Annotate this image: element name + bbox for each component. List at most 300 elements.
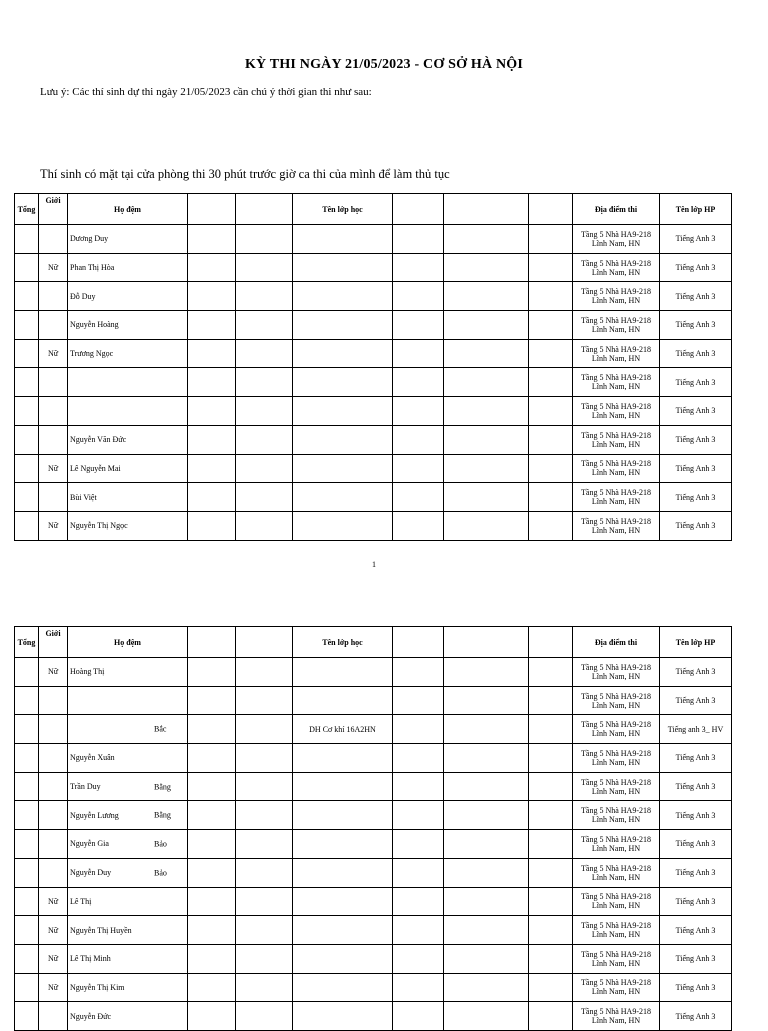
cell-blank <box>529 858 573 887</box>
location-line2: Lĩnh Nam, HN <box>591 497 641 507</box>
location-line2: Lĩnh Nam, HN <box>591 700 641 710</box>
cell-blank <box>236 425 293 454</box>
cell-tong <box>15 511 39 540</box>
cell-ho-dem <box>68 944 188 973</box>
cell-blank <box>529 658 573 687</box>
exam-instruction: Thí sinh có mặt tại cửa phòng thi 30 phút trước giờ ca thi của mình để làm thủ tục <box>40 167 450 181</box>
ho-dem-text: Bùi Việt <box>70 492 97 502</box>
cell-ten-lop-hoc <box>293 225 393 254</box>
location-line1: Tầng 5 Nhà HA9-218 <box>581 373 651 383</box>
cell-blank <box>444 772 529 801</box>
table-row <box>15 1002 732 1031</box>
cell-dia-diem-thi <box>573 425 660 454</box>
cell-ten-lop-hp: Tiếng Anh 3 <box>660 425 732 454</box>
location-line1: Tầng 5 Nhà HA9-218 <box>581 488 651 498</box>
cell-ten-lop-hoc <box>293 483 393 512</box>
cell-ten-lop-hoc <box>293 944 393 973</box>
cell-dia-diem-thi <box>573 483 660 512</box>
ho-dem-text: Nguyễn Đức <box>70 1011 111 1021</box>
cell-tong <box>15 887 39 916</box>
cell-blank <box>236 253 293 282</box>
cell-blank <box>529 944 573 973</box>
cell-ten-lop-hp: Tiếng Anh 3 <box>660 772 732 801</box>
cell-ten-lop-hp: Tiếng Anh 3 <box>660 225 732 254</box>
location-line1: Tầng 5 Nhà HA9-218 <box>581 401 651 411</box>
cell-gioi <box>39 801 68 830</box>
location-line2: Lĩnh Nam, HN <box>591 525 641 535</box>
cell-ten-lop-hoc <box>293 686 393 715</box>
cell-ten-lop-hoc <box>293 916 393 945</box>
cell-dia-diem-thi <box>573 830 660 859</box>
location-line1: Tầng 5 Nhà HA9-218 <box>581 1007 651 1017</box>
ten-text: Bắc <box>154 724 167 734</box>
cell-ho-dem <box>68 658 188 687</box>
exam-note: Lưu ý: Các thí sinh dự thi ngày 21/05/2023 cần chú ý thời gian thi như sau: <box>40 86 372 98</box>
location-line2: Lĩnh Nam, HN <box>591 296 641 306</box>
header-gioi: Giới <box>39 627 68 658</box>
location-line1: Tầng 5 Nhà HA9-218 <box>581 516 651 526</box>
cell-ho-dem <box>68 686 188 715</box>
table-row <box>15 744 732 773</box>
cell-ten-lop-hp: Tiếng Anh 3 <box>660 801 732 830</box>
cell-blank <box>529 454 573 483</box>
location-line1: Tầng 5 Nhà HA9-218 <box>581 662 651 672</box>
cell-blank <box>393 658 444 687</box>
cell-blank <box>444 225 529 254</box>
header-tong: Tổng <box>15 627 39 658</box>
cell-tong <box>15 311 39 340</box>
cell-blank <box>529 744 573 773</box>
location-line1: Tầng 5 Nhà HA9-218 <box>581 691 651 701</box>
ten-text: Bảo <box>154 839 167 849</box>
cell-blank <box>393 339 444 368</box>
cell-dia-diem-thi <box>573 368 660 397</box>
cell-blank <box>393 454 444 483</box>
cell-blank <box>236 397 293 426</box>
location-line2: Lĩnh Nam, HN <box>591 930 641 940</box>
cell-blank <box>188 801 236 830</box>
cell-blank <box>529 397 573 426</box>
cell-blank <box>444 425 529 454</box>
ho-dem-text: Nguyễn Hoàng <box>70 320 119 330</box>
cell-tong <box>15 772 39 801</box>
table-row <box>15 454 732 483</box>
cell-gioi <box>39 397 68 426</box>
cell-blank <box>393 830 444 859</box>
cell-blank <box>236 715 293 744</box>
location-line1: Tầng 5 Nhà HA9-218 <box>581 315 651 325</box>
header-dia-diem-thi: Địa điểm thi <box>573 194 660 225</box>
table-header-row <box>15 627 732 658</box>
header-blank <box>529 194 573 225</box>
cell-ten-lop-hoc <box>293 311 393 340</box>
cell-blank <box>188 715 236 744</box>
cell-blank <box>529 282 573 311</box>
cell-tong <box>15 425 39 454</box>
location-line1: Tầng 5 Nhà HA9-218 <box>581 720 651 730</box>
cell-tong <box>15 397 39 426</box>
cell-blank <box>393 686 444 715</box>
cell-ten-lop-hp: Tiếng Anh 3 <box>660 916 732 945</box>
location-line2: Lĩnh Nam, HN <box>591 238 641 248</box>
cell-blank <box>444 483 529 512</box>
table-row <box>15 397 732 426</box>
location-line1: Tầng 5 Nhà HA9-218 <box>581 229 651 239</box>
cell-blank <box>529 425 573 454</box>
cell-blank <box>393 425 444 454</box>
ho-dem-text: Nguyễn Thị Huyền <box>70 925 132 935</box>
table-row <box>15 887 732 916</box>
cell-blank <box>529 483 573 512</box>
cell-ho-dem <box>68 368 188 397</box>
location-line2: Lĩnh Nam, HN <box>591 1016 641 1026</box>
cell-ho-dem <box>68 511 188 540</box>
location-line1: Tầng 5 Nhà HA9-218 <box>581 949 651 959</box>
cell-dia-diem-thi <box>573 282 660 311</box>
cell-blank <box>188 830 236 859</box>
cell-ho-dem <box>68 253 188 282</box>
cell-blank <box>444 658 529 687</box>
cell-ho-dem <box>68 425 188 454</box>
page-number: 1 <box>372 560 376 569</box>
cell-blank <box>444 1002 529 1031</box>
cell-tong <box>15 454 39 483</box>
location-line1: Tầng 5 Nhà HA9-218 <box>581 748 651 758</box>
cell-tong <box>15 368 39 397</box>
cell-blank <box>236 916 293 945</box>
cell-gioi <box>39 282 68 311</box>
cell-blank <box>236 772 293 801</box>
cell-dia-diem-thi <box>573 772 660 801</box>
cell-ho-dem <box>68 916 188 945</box>
cell-gioi: Nữ <box>39 454 68 483</box>
header-blank <box>236 194 293 225</box>
header-ho-dem: Họ đệm <box>68 627 188 658</box>
cell-blank <box>529 511 573 540</box>
cell-blank <box>529 368 573 397</box>
cell-tong <box>15 253 39 282</box>
cell-ten-lop-hp: Tiếng Anh 3 <box>660 1002 732 1031</box>
cell-gioi: Nữ <box>39 339 68 368</box>
table-row <box>15 686 732 715</box>
cell-blank <box>529 311 573 340</box>
cell-ten-lop-hoc <box>293 744 393 773</box>
cell-blank <box>444 944 529 973</box>
cell-ten-lop-hoc <box>293 339 393 368</box>
location-line2: Lĩnh Nam, HN <box>591 671 641 681</box>
cell-blank <box>393 973 444 1002</box>
cell-gioi: Nữ <box>39 916 68 945</box>
cell-ten-lop-hoc <box>293 1002 393 1031</box>
cell-gioi <box>39 1002 68 1031</box>
cell-dia-diem-thi <box>573 887 660 916</box>
header-ho-dem: Họ đệm <box>68 194 188 225</box>
location-line1: Tầng 5 Nhà HA9-218 <box>581 430 651 440</box>
cell-gioi: Nữ <box>39 887 68 916</box>
cell-blank <box>444 744 529 773</box>
cell-blank <box>444 686 529 715</box>
cell-blank <box>444 511 529 540</box>
cell-tong <box>15 282 39 311</box>
table-header-row <box>15 194 732 225</box>
cell-blank <box>188 483 236 512</box>
ho-dem-text: Lê Thị Minh <box>70 954 111 964</box>
cell-ten-lop-hp: Tiếng Anh 3 <box>660 511 732 540</box>
cell-ten-lop-hp: Tiếng Anh 3 <box>660 858 732 887</box>
cell-ten-lop-hp: Tiếng Anh 3 <box>660 282 732 311</box>
cell-blank <box>188 658 236 687</box>
cell-blank <box>236 858 293 887</box>
location-line1: Tầng 5 Nhà HA9-218 <box>581 834 651 844</box>
cell-ho-dem <box>68 339 188 368</box>
cell-gioi <box>39 858 68 887</box>
cell-ten-lop-hp: Tiếng Anh 3 <box>660 483 732 512</box>
cell-ho-dem <box>68 311 188 340</box>
cell-ten-lop-hp: Tiếng Anh 3 <box>660 658 732 687</box>
cell-dia-diem-thi <box>573 744 660 773</box>
cell-dia-diem-thi <box>573 311 660 340</box>
cell-blank <box>236 339 293 368</box>
cell-dia-diem-thi <box>573 339 660 368</box>
ho-dem-text: Nguyễn Xuân <box>70 753 115 763</box>
cell-ten-lop-hoc <box>293 397 393 426</box>
cell-dia-diem-thi <box>573 916 660 945</box>
header-ten-lop-hoc: Tên lớp học <box>293 194 393 225</box>
table-row <box>15 715 732 744</box>
cell-blank <box>529 253 573 282</box>
table-row <box>15 225 732 254</box>
cell-blank <box>444 916 529 945</box>
cell-blank <box>444 253 529 282</box>
cell-blank <box>393 858 444 887</box>
table-row <box>15 658 732 687</box>
cell-blank <box>236 744 293 773</box>
cell-ten-lop-hp: Tiếng Anh 3 <box>660 944 732 973</box>
cell-blank <box>393 368 444 397</box>
cell-ten-lop-hp: Tiếng Anh 3 <box>660 744 732 773</box>
cell-blank <box>393 397 444 426</box>
table-row <box>15 311 732 340</box>
cell-ho-dem <box>68 801 188 830</box>
cell-ten-lop-hp: Tiếng Anh 3 <box>660 686 732 715</box>
cell-blank <box>188 311 236 340</box>
cell-blank <box>393 1002 444 1031</box>
cell-blank <box>236 368 293 397</box>
table-row <box>15 944 732 973</box>
cell-dia-diem-thi <box>573 454 660 483</box>
ho-dem-text: Trương Ngọc <box>70 349 114 359</box>
cell-ho-dem <box>68 282 188 311</box>
cell-blank <box>393 772 444 801</box>
cell-tong <box>15 944 39 973</box>
cell-ten-lop-hoc <box>293 511 393 540</box>
cell-gioi <box>39 715 68 744</box>
header-ten-lop-hp: Tên lớp HP <box>660 194 732 225</box>
cell-ten-lop-hoc <box>293 973 393 1002</box>
table-row <box>15 282 732 311</box>
location-line2: Lĩnh Nam, HN <box>591 815 641 825</box>
cell-blank <box>529 715 573 744</box>
cell-blank <box>188 253 236 282</box>
cell-blank <box>188 511 236 540</box>
cell-dia-diem-thi <box>573 715 660 744</box>
ho-dem-text: Hoàng Thị <box>70 667 105 677</box>
cell-gioi <box>39 830 68 859</box>
cell-blank <box>236 973 293 1002</box>
cell-blank <box>444 368 529 397</box>
cell-ten-lop-hoc <box>293 425 393 454</box>
cell-ho-dem <box>68 483 188 512</box>
ho-dem-text: Dương Duy <box>70 234 109 244</box>
cell-gioi: Nữ <box>39 253 68 282</box>
table-row <box>15 253 732 282</box>
location-line2: Lĩnh Nam, HN <box>591 382 641 392</box>
location-line1: Tầng 5 Nhà HA9-218 <box>581 806 651 816</box>
header-blank <box>236 627 293 658</box>
header-ten-lop-hp: Tên lớp HP <box>660 627 732 658</box>
ho-dem-text: Nguyễn Thị Ngọc <box>70 521 128 531</box>
cell-ten-lop-hoc: DH Cơ khí 16A2HN <box>293 715 393 744</box>
cell-blank <box>444 801 529 830</box>
cell-blank <box>393 801 444 830</box>
header-dia-diem-thi: Địa điểm thi <box>573 627 660 658</box>
table-row <box>15 801 732 830</box>
cell-blank <box>188 887 236 916</box>
cell-blank <box>393 483 444 512</box>
header-blank <box>188 194 236 225</box>
location-line2: Lĩnh Nam, HN <box>591 987 641 997</box>
cell-gioi <box>39 772 68 801</box>
cell-blank <box>393 253 444 282</box>
ten-text: Bảo <box>154 868 167 878</box>
cell-blank <box>393 944 444 973</box>
cell-blank <box>444 973 529 1002</box>
location-line2: Lĩnh Nam, HN <box>591 439 641 449</box>
header-blank <box>444 194 529 225</box>
ho-dem-text: Trần Duy <box>70 782 101 792</box>
cell-ten-lop-hoc <box>293 772 393 801</box>
document-title: KỲ THI NGÀY 21/05/2023 - CƠ SỞ HÀ NỘI <box>244 57 524 72</box>
cell-blank <box>529 801 573 830</box>
location-line2: Lĩnh Nam, HN <box>591 729 641 739</box>
location-line2: Lĩnh Nam, HN <box>591 901 641 911</box>
cell-gioi <box>39 425 68 454</box>
cell-blank <box>188 973 236 1002</box>
cell-tong <box>15 483 39 512</box>
cell-ten-lop-hoc <box>293 887 393 916</box>
cell-ten-lop-hp: Tiếng Anh 3 <box>660 973 732 1002</box>
cell-tong <box>15 744 39 773</box>
cell-blank <box>188 686 236 715</box>
cell-dia-diem-thi <box>573 858 660 887</box>
cell-blank <box>393 744 444 773</box>
cell-dia-diem-thi <box>573 511 660 540</box>
cell-gioi <box>39 368 68 397</box>
cell-ten-lop-hoc <box>293 801 393 830</box>
table-row <box>15 772 732 801</box>
location-line1: Tầng 5 Nhà HA9-218 <box>581 978 651 988</box>
cell-tong <box>15 339 39 368</box>
cell-gioi <box>39 686 68 715</box>
cell-blank <box>188 858 236 887</box>
location-line2: Lĩnh Nam, HN <box>591 353 641 363</box>
cell-blank <box>529 772 573 801</box>
cell-tong <box>15 1002 39 1031</box>
cell-ten-lop-hoc <box>293 658 393 687</box>
cell-blank <box>188 397 236 426</box>
cell-blank <box>236 658 293 687</box>
table-row <box>15 339 732 368</box>
cell-blank <box>529 225 573 254</box>
cell-tong <box>15 801 39 830</box>
cell-blank <box>236 830 293 859</box>
cell-ten-lop-hp: Tiếng Anh 3 <box>660 311 732 340</box>
cell-ho-dem <box>68 744 188 773</box>
cell-blank <box>444 887 529 916</box>
table-row <box>15 368 732 397</box>
cell-tong <box>15 686 39 715</box>
table-row <box>15 858 732 887</box>
cell-ten-lop-hoc <box>293 830 393 859</box>
ho-dem-text: Nguyễn Gia <box>70 839 109 849</box>
cell-blank <box>236 1002 293 1031</box>
cell-dia-diem-thi <box>573 658 660 687</box>
header-tong: Tổng <box>15 194 39 225</box>
cell-tong <box>15 225 39 254</box>
cell-ho-dem <box>68 830 188 859</box>
cell-blank <box>236 944 293 973</box>
location-line1: Tầng 5 Nhà HA9-218 <box>581 777 651 787</box>
cell-blank <box>444 282 529 311</box>
cell-blank <box>188 772 236 801</box>
cell-tong <box>15 858 39 887</box>
cell-blank <box>393 282 444 311</box>
cell-dia-diem-thi <box>573 801 660 830</box>
cell-blank <box>188 916 236 945</box>
cell-dia-diem-thi <box>573 397 660 426</box>
header-blank <box>529 627 573 658</box>
ho-dem-text: Nguyễn Văn Đức <box>70 435 127 445</box>
cell-ten-lop-hp: Tiếng anh 3_ HV <box>660 715 732 744</box>
cell-ten-lop-hp: Tiếng Anh 3 <box>660 397 732 426</box>
cell-gioi: Nữ <box>39 658 68 687</box>
cell-ten-lop-hp: Tiếng Anh 3 <box>660 887 732 916</box>
header-blank <box>188 627 236 658</box>
location-line2: Lĩnh Nam, HN <box>591 843 641 853</box>
cell-ten-lop-hp: Tiếng Anh 3 <box>660 253 732 282</box>
location-line1: Tầng 5 Nhà HA9-218 <box>581 344 651 354</box>
cell-blank <box>529 339 573 368</box>
table-row <box>15 425 732 454</box>
cell-ten-lop-hoc <box>293 454 393 483</box>
cell-blank <box>444 397 529 426</box>
exam-table-page1 <box>14 193 732 541</box>
location-line1: Tầng 5 Nhà HA9-218 <box>581 258 651 268</box>
location-line2: Lĩnh Nam, HN <box>591 324 641 334</box>
table-row <box>15 830 732 859</box>
cell-blank <box>444 311 529 340</box>
table-row <box>15 973 732 1002</box>
cell-ho-dem <box>68 715 188 744</box>
cell-blank <box>393 715 444 744</box>
cell-blank <box>236 454 293 483</box>
cell-blank <box>529 916 573 945</box>
ten-text: Bằng <box>154 782 171 792</box>
ho-dem-text: Lê Nguyễn Mai <box>70 463 121 473</box>
cell-blank <box>529 887 573 916</box>
cell-blank <box>393 916 444 945</box>
ten-text: Bằng <box>154 810 171 820</box>
